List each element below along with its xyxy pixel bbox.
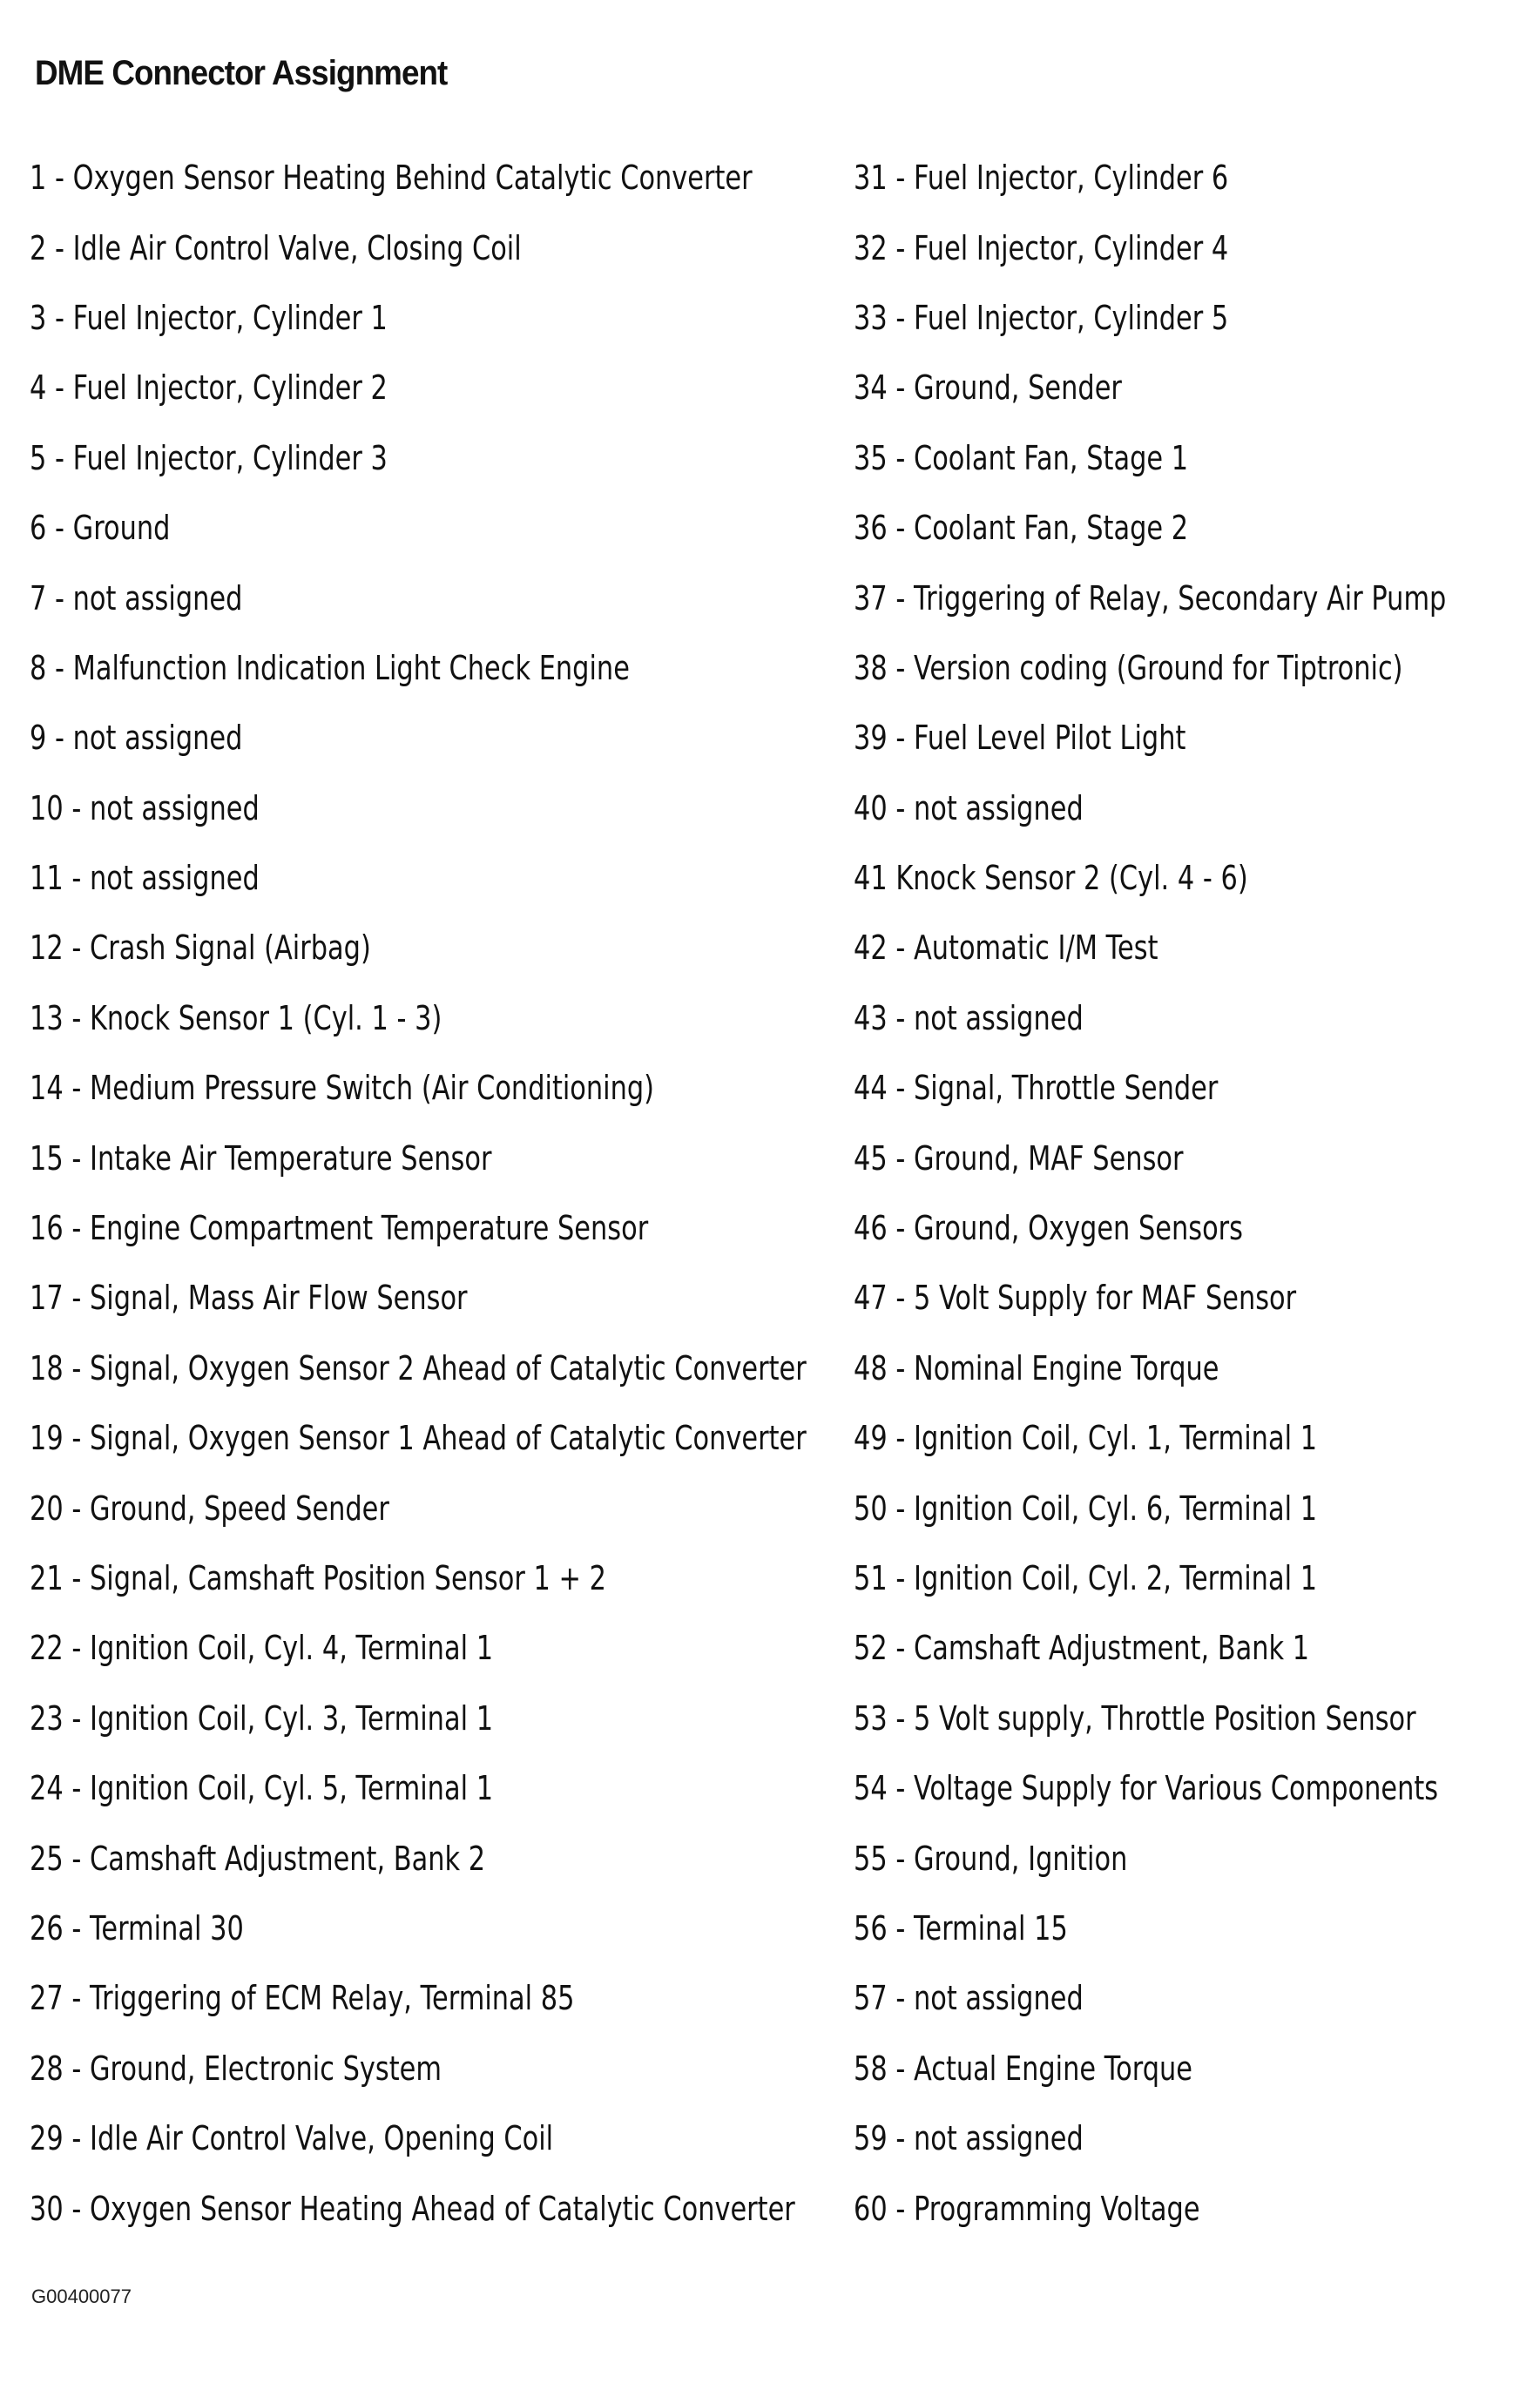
left-column	[30, 143, 848, 2244]
pin-entry: 56 - Terminal 15	[854, 1908, 1068, 1948]
pin-entry: 15 - Intake Air Temperature Sensor	[30, 1138, 492, 1178]
pin-entry: 40 - not assigned	[854, 788, 1084, 827]
pin-entry: 28 - Ground, Electronic System	[30, 2049, 442, 2088]
pin-entry: 46 - Ground, Oxygen Sensors	[854, 1209, 1244, 1248]
pin-entry: 20 - Ground, Speed Sender	[30, 1489, 389, 1528]
right-column	[854, 143, 1516, 2244]
pin-entry: 24 - Ignition Coil, Cyl. 5, Terminal 1	[30, 1769, 494, 1808]
pin-entry: 50 - Ignition Coil, Cyl. 6, Terminal 1	[854, 1489, 1318, 1528]
pin-entry: 29 - Idle Air Control Valve, Opening Coil	[30, 2119, 554, 2158]
pin-entry: 35 - Coolant Fan, Stage 1	[854, 438, 1189, 477]
pin-entry: 45 - Ground, MAF Sensor	[854, 1138, 1184, 1178]
pin-entry: 17 - Signal, Mass Air Flow Sensor	[30, 1279, 468, 1318]
pin-entry: 14 - Medium Pressure Switch (Air Conditioning)	[30, 1069, 655, 1108]
pin-entry: 60 - Programming Voltage	[854, 2189, 1200, 2228]
pin-entry: 54 - Voltage Supply for Various Components	[854, 1769, 1439, 1808]
pin-entry: 57 - not assigned	[854, 1979, 1084, 2018]
pin-entry: 8 - Malfunction Indication Light Check Engine	[30, 648, 630, 687]
pin-entry: 7 - not assigned	[30, 578, 243, 618]
pin-entry: 10 - not assigned	[30, 788, 260, 827]
pin-entry: 21 - Signal, Camshaft Position Sensor 1 + 2	[30, 1559, 607, 1597]
pin-entry: 33 - Fuel Injector, Cylinder 5	[854, 298, 1229, 337]
pin-entry: 1 - Oxygen Sensor Heating Behind Catalytic Converter	[30, 159, 753, 198]
pin-entry: 3 - Fuel Injector, Cylinder 1	[30, 298, 388, 337]
pin-entry: 31 - Fuel Injector, Cylinder 6	[854, 159, 1229, 198]
pin-entry: 12 - Crash Signal (Airbag)	[30, 928, 371, 968]
pin-entry: 4 - Fuel Injector, Cylinder 2	[30, 368, 388, 408]
pin-entry: 36 - Coolant Fan, Stage 2	[854, 509, 1189, 548]
pin-entry: 59 - not assigned	[854, 2119, 1084, 2158]
figure-code: G00400077	[31, 2285, 132, 2307]
pin-entry: 16 - Engine Compartment Temperature Sensor	[30, 1209, 649, 1248]
pin-entry: 32 - Fuel Injector, Cylinder 4	[854, 228, 1229, 267]
pin-entry: 13 - Knock Sensor 1 (Cyl. 1 - 3)	[30, 998, 442, 1037]
pin-entry: 42 - Automatic I/M Test	[854, 928, 1158, 968]
pin-entry: 47 - 5 Volt Supply for MAF Sensor	[854, 1279, 1297, 1318]
pin-entry: 2 - Idle Air Control Valve, Closing Coil	[30, 228, 522, 267]
page-title: DME Connector Assignment	[35, 54, 448, 92]
pin-entry: 37 - Triggering of Relay, Secondary Air Pump	[854, 578, 1447, 618]
pin-entry: 43 - not assigned	[854, 998, 1084, 1037]
pin-entry: 22 - Ignition Coil, Cyl. 4, Terminal 1	[30, 1629, 494, 1668]
pin-entry: 53 - 5 Volt supply, Throttle Position Sensor	[854, 1698, 1416, 1738]
pin-entry: 55 - Ground, Ignition	[854, 1839, 1128, 1878]
pin-entry: 41 Knock Sensor 2 (Cyl. 4 - 6)	[854, 859, 1248, 898]
pin-entry: 52 - Camshaft Adjustment, Bank 1	[854, 1629, 1310, 1668]
pin-entry: 48 - Nominal Engine Torque	[854, 1348, 1219, 1387]
pin-entry: 9 - not assigned	[30, 719, 243, 758]
pin-entry: 30 - Oxygen Sensor Heating Ahead of Catalytic Converter	[30, 2189, 795, 2228]
pin-entry: 49 - Ignition Coil, Cyl. 1, Terminal 1	[854, 1419, 1318, 1458]
pin-entry: 23 - Ignition Coil, Cyl. 3, Terminal 1	[30, 1698, 494, 1738]
pin-entry: 18 - Signal, Oxygen Sensor 2 Ahead of Catalytic Converter	[30, 1348, 807, 1387]
pin-entry: 58 - Actual Engine Torque	[854, 2049, 1192, 2088]
pin-entry: 39 - Fuel Level Pilot Light	[854, 719, 1186, 758]
pin-entry: 19 - Signal, Oxygen Sensor 1 Ahead of Catalytic Converter	[30, 1419, 807, 1458]
pin-entry: 27 - Triggering of ECM Relay, Terminal 85	[30, 1979, 575, 2018]
pin-entry: 34 - Ground, Sender	[854, 368, 1122, 408]
pin-entry: 11 - not assigned	[30, 859, 260, 898]
pin-entry: 6 - Ground	[30, 509, 171, 548]
pin-entry: 44 - Signal, Throttle Sender	[854, 1069, 1219, 1108]
pin-entry: 51 - Ignition Coil, Cyl. 2, Terminal 1	[854, 1559, 1318, 1597]
pin-entry: 25 - Camshaft Adjustment, Bank 2	[30, 1839, 486, 1878]
pin-entry: 38 - Version coding (Ground for Tiptronic)	[854, 648, 1403, 687]
pin-entry: 5 - Fuel Injector, Cylinder 3	[30, 438, 388, 477]
pin-entry: 26 - Terminal 30	[30, 1908, 244, 1948]
